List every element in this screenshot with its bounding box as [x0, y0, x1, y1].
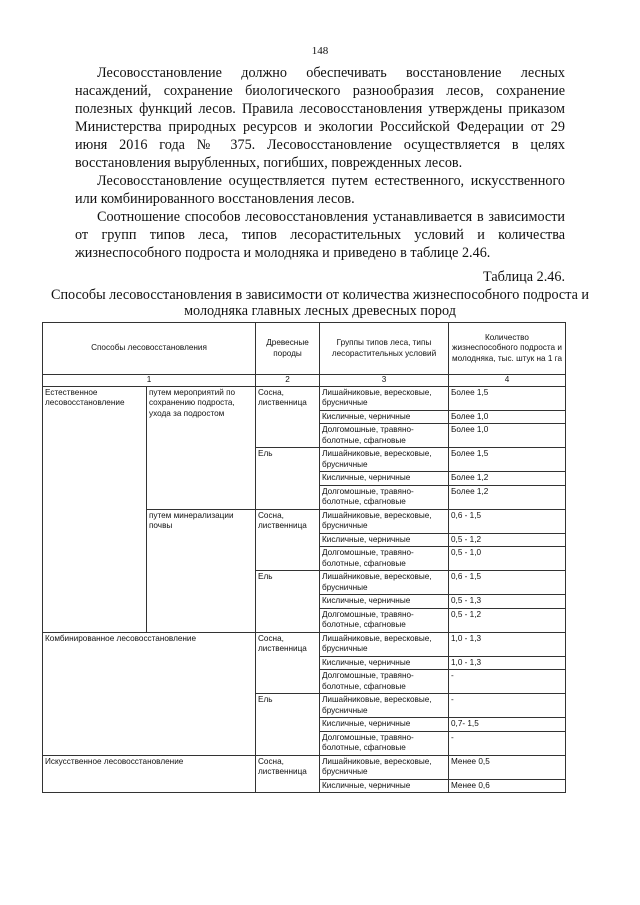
group-lichen: Лишайниковые, вересковые, брусничные [320, 755, 449, 779]
count-value: 0,5 - 1,2 [449, 608, 566, 632]
reforestation-table [42, 322, 566, 793]
group-moss: Долгомошные, травяно-болотные, сфагновые [320, 485, 449, 509]
group-moss: Долгомошные, травяно-болотные, сфагновые [320, 424, 449, 448]
group-moss: Долгомошные, травяно-болотные, сфагновые [320, 670, 449, 694]
species-pine-larch: Сосна, лиственница [256, 755, 320, 793]
group-lichen: Лишайниковые, вересковые, брусничные [320, 694, 449, 718]
col-number: 2 [256, 375, 320, 387]
paragraph: Лесовосстановление должно обеспечивать восстановление лесных насаждений, сохранение биологического разнообразия лесов, сохранение полезных функций лесов. Правила лесовосстановления утверждены приказом Министерства природных ресурсов и экологии Российской Федерации от 29 июня 2016 года № 375. Лесовосстановление осуществляется в целях восстановления вырубленных, погибших, поврежденных лесов. [75, 65, 565, 171]
group-lichen: Лишайниковые, вересковые, брусничные [320, 509, 449, 533]
table-row [43, 386, 566, 410]
species-spruce: Ель [256, 448, 320, 510]
count-value: 0,6 - 1,5 [449, 571, 566, 595]
count-value: Менее 0,5 [449, 755, 566, 779]
method-natural-sub2: путем минерализации почвы [147, 509, 256, 632]
table-row [43, 632, 566, 656]
group-sour: Кисличные, черничные [320, 656, 449, 670]
count-value: 0,7- 1,5 [449, 718, 566, 732]
group-sour: Кисличные, черничные [320, 533, 449, 547]
body-text [75, 64, 565, 262]
count-value: Более 1,2 [449, 472, 566, 486]
group-lichen: Лишайниковые, вересковые, брусничные [320, 386, 449, 410]
table-row [43, 755, 566, 779]
method-natural-sub1: путем мероприятий по сохранению подроста, ухода за подростом [147, 386, 256, 509]
header-count: Количество жизнеспособного подроста и молодняка, тыс. штук на 1 га [449, 323, 566, 375]
header-method: Способы лесовосстановления [43, 323, 256, 375]
group-moss: Долгомошные, травяно-болотные, сфагновые [320, 547, 449, 571]
species-pine-larch: Сосна, лиственница [256, 386, 320, 448]
group-lichen: Лишайниковые, вересковые, брусничные [320, 571, 449, 595]
table-title: Способы лесовосстановления в зависимости от количества жизнеспособного подроста и молодняка главных лесных древесных пород [50, 287, 590, 319]
species-pine-larch: Сосна, лиственница [256, 632, 320, 694]
count-value: 0,5 - 1,0 [449, 547, 566, 571]
paragraph: Лесовосстановление осуществляется путем естественного, искусственного или комбинированного восстановления лесов. [75, 173, 565, 207]
table-label: Таблица 2.46. [483, 269, 565, 285]
count-value: 0,5 - 1,3 [449, 595, 566, 609]
count-value: Более 1,2 [449, 485, 566, 509]
count-value: 0,5 - 1,2 [449, 533, 566, 547]
paragraph: Соотношение способов лесовосстановления устанавливается в зависимости от групп типов леса, типов лесорастительных условий и количества жизнеспособного подроста и молодняка и приведено в таблице 2.46. [75, 209, 565, 261]
group-sour: Кисличные, черничные [320, 779, 449, 793]
method-combined: Комбинированное лесовосстановление [43, 632, 256, 755]
group-sour: Кисличные, черничные [320, 718, 449, 732]
group-sour: Кисличные, черничные [320, 410, 449, 424]
species-pine-larch: Сосна, лиственница [256, 509, 320, 571]
group-lichen: Лишайниковые, вересковые, брусничные [320, 632, 449, 656]
count-value: - [449, 670, 566, 694]
group-sour: Кисличные, черничные [320, 472, 449, 486]
count-value: 0,6 - 1,5 [449, 509, 566, 533]
col-number: 4 [449, 375, 566, 387]
count-value: 1,0 - 1,3 [449, 632, 566, 656]
col-number: 1 [43, 375, 256, 387]
species-spruce: Ель [256, 694, 320, 756]
page-number: 148 [311, 45, 329, 57]
group-sour: Кисличные, черничные [320, 595, 449, 609]
group-moss: Долгомошные, травяно-болотные, сфагновые [320, 731, 449, 755]
count-value: Более 1,0 [449, 410, 566, 424]
group-moss: Долгомошные, травяно-болотные, сфагновые [320, 608, 449, 632]
count-value: Менее 0,6 [449, 779, 566, 793]
method-natural: Естественное лесовосстановление [43, 386, 147, 632]
group-lichen: Лишайниковые, вересковые, брусничные [320, 448, 449, 472]
header-groups: Группы типов леса, типы лесорастительных условий [320, 323, 449, 375]
count-value: 1,0 - 1,3 [449, 656, 566, 670]
count-value: - [449, 694, 566, 718]
header-species: Древесные породы [256, 323, 320, 375]
count-value: Более 1,5 [449, 386, 566, 410]
count-value: - [449, 731, 566, 755]
table-header-row [43, 323, 566, 375]
col-number: 3 [320, 375, 449, 387]
species-spruce: Ель [256, 571, 320, 633]
column-number-row [43, 375, 566, 387]
count-value: Более 1,0 [449, 424, 566, 448]
method-artificial: Искусственное лесовосстановление [43, 755, 256, 793]
count-value: Более 1,5 [449, 448, 566, 472]
